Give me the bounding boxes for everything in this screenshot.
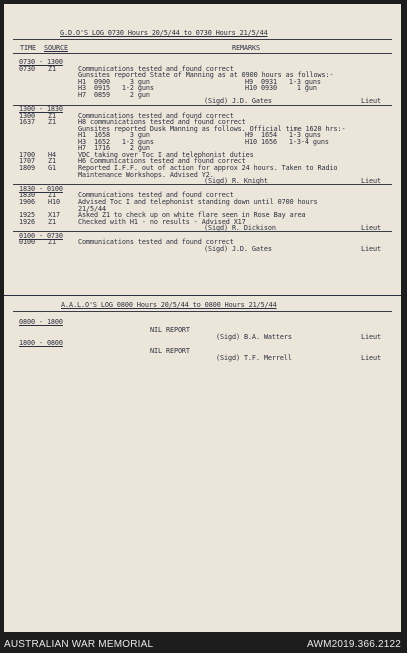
nil-report: NIL REPORT [150,326,190,334]
aalo-title-rule [13,311,392,312]
entry-remark-col2: H10 0930 1 gun [245,84,317,93]
entry-time: 0730 [19,64,35,73]
entry-remark: H7 1716 2 gun [78,144,150,153]
entry-remark: Checked with H1 - no results - Advised X17 [78,217,246,226]
entry-remark: H1 1658 3 gun [78,131,150,140]
aalo-signature-rank: Lieut [361,333,381,341]
entry-remark-col2: H9 1654 1-3 guns [245,131,321,140]
entry-remark-col2: H9 0931 1-3 guns [245,77,321,86]
signature-rank: Lieut [361,245,381,253]
entry-source: Z1 [48,157,56,166]
entry-time: 1300 [19,111,35,120]
entry-remark: H3 1652 1-2 guns [78,137,154,146]
entry-remark: Advised Toc I and telephonist standing down until 0700 hours [78,197,318,206]
entry-time: 1707 [19,157,35,166]
signature-rank: Lieut [361,97,381,106]
col-header-source: SOURCE [44,44,68,52]
entry-time: 1830 [19,191,35,200]
footer-source: AUSTRALIAN WAR MEMORIAL [4,639,154,650]
entry-source: X17 [48,211,60,220]
entry-remark: Asked Z1 to check up on white flare seen in Rose Bay area [78,211,306,220]
entry-remark-col2: H10 1656 1-3-4 guns [245,137,329,146]
entry-remark: Maintenance Workshops. Advised Y2. [78,170,214,179]
entry-time: 1637 [19,118,35,127]
entry-remark: H8 communications tested and found correct [78,118,246,127]
entry-remark: H3 0915 1-2 guns [78,84,154,93]
aalo-signature-rank: Lieut [361,354,381,362]
aalo-signature: (Sigd) T.F. Merrell [216,354,292,362]
col-header-time: TIME [20,44,36,52]
aalo-period-label: 1800 - 0800 [19,339,63,347]
col-header-remarks: REMARKS [232,44,260,52]
signature-rank: Lieut [361,177,381,186]
entry-remark: Communications tested and found correct [78,111,234,120]
entry-source: Z1 [48,238,56,247]
period-label: 1830 - 0100 [19,184,63,193]
entry-source: H4 [48,150,56,159]
entry-source: Z1 [48,64,56,73]
section-rule [13,231,392,232]
aalo-log-title: A.A.L.O'S LOG 0800 Hours 20/5/44 to 0800 Hours 21/5/44 [61,301,277,309]
section-rule [13,105,392,106]
entry-remark: 21/5/44 [78,204,106,213]
signature: (Sigd) J.D. Gates [204,97,272,106]
signature: (Sigd) R. Dickison [204,224,276,233]
entry-remark: Communications tested and found correct [78,191,234,200]
entry-remark: H1 0900 3 gun [78,77,150,86]
header-bottom-rule [13,53,392,54]
entry-source: G1 [48,164,56,172]
entry-source: Z1 [48,118,56,127]
entry-source: H10 [48,197,60,206]
footer-accession: AWM2019.366.2122 [306,639,401,650]
period-label: 0100 - 0730 [19,231,63,240]
entry-time: 0100 [19,238,35,247]
signature: (Sigd) R. Knight [204,177,268,186]
entry-remark: Communications tested and found correct [78,64,234,73]
entry-remark: VDC taking over Toc I and telephonist duties [78,150,254,159]
signature: (Sigd) J.D. Gates [204,245,272,253]
entry-time: 1926 [19,217,35,226]
entry-remark: Reported I.F.F. out of action for approx 24 hours. Taken to Radio [78,164,338,172]
aalo-period-label: 0800 - 1800 [19,318,63,326]
signature-rank: Lieut [361,224,381,233]
entry-remark: Communications tested and found correct [78,238,234,247]
entry-time: 1700 [19,150,35,159]
period-label: 0730 - 1300 [19,58,63,66]
entry-source: Z1 [48,111,56,120]
entry-remark: H7 0859 2 gun [78,90,150,99]
entry-remark: H6 Communications tested and found correct [78,157,246,166]
entry-time: 1906 [19,197,35,206]
entry-remark: Gunsites reported Dusk Manning as follows. Official time 1620 hrs:- [78,124,346,133]
period-label: 1300 - 1830 [19,105,63,114]
entry-source: Z1 [48,217,56,226]
gdo-log-title: G.D.O'S LOG 0730 Hours 20/5/44 to 0730 Hours 21/5/44 [60,29,268,37]
document-page [4,4,401,632]
aalo-divider-rule [4,295,401,296]
entry-time: 1925 [19,211,35,220]
nil-report: NIL REPORT [150,347,190,355]
section-rule [13,184,392,185]
aalo-signature: (Sigd) B.A. Watters [216,333,292,341]
entry-time: 1809 [19,164,35,172]
header-top-rule [13,39,392,40]
entry-remark: Gunsites reported State of Manning as at 0900 hours as follows:- [78,71,334,80]
entry-source: Z1 [48,191,56,200]
